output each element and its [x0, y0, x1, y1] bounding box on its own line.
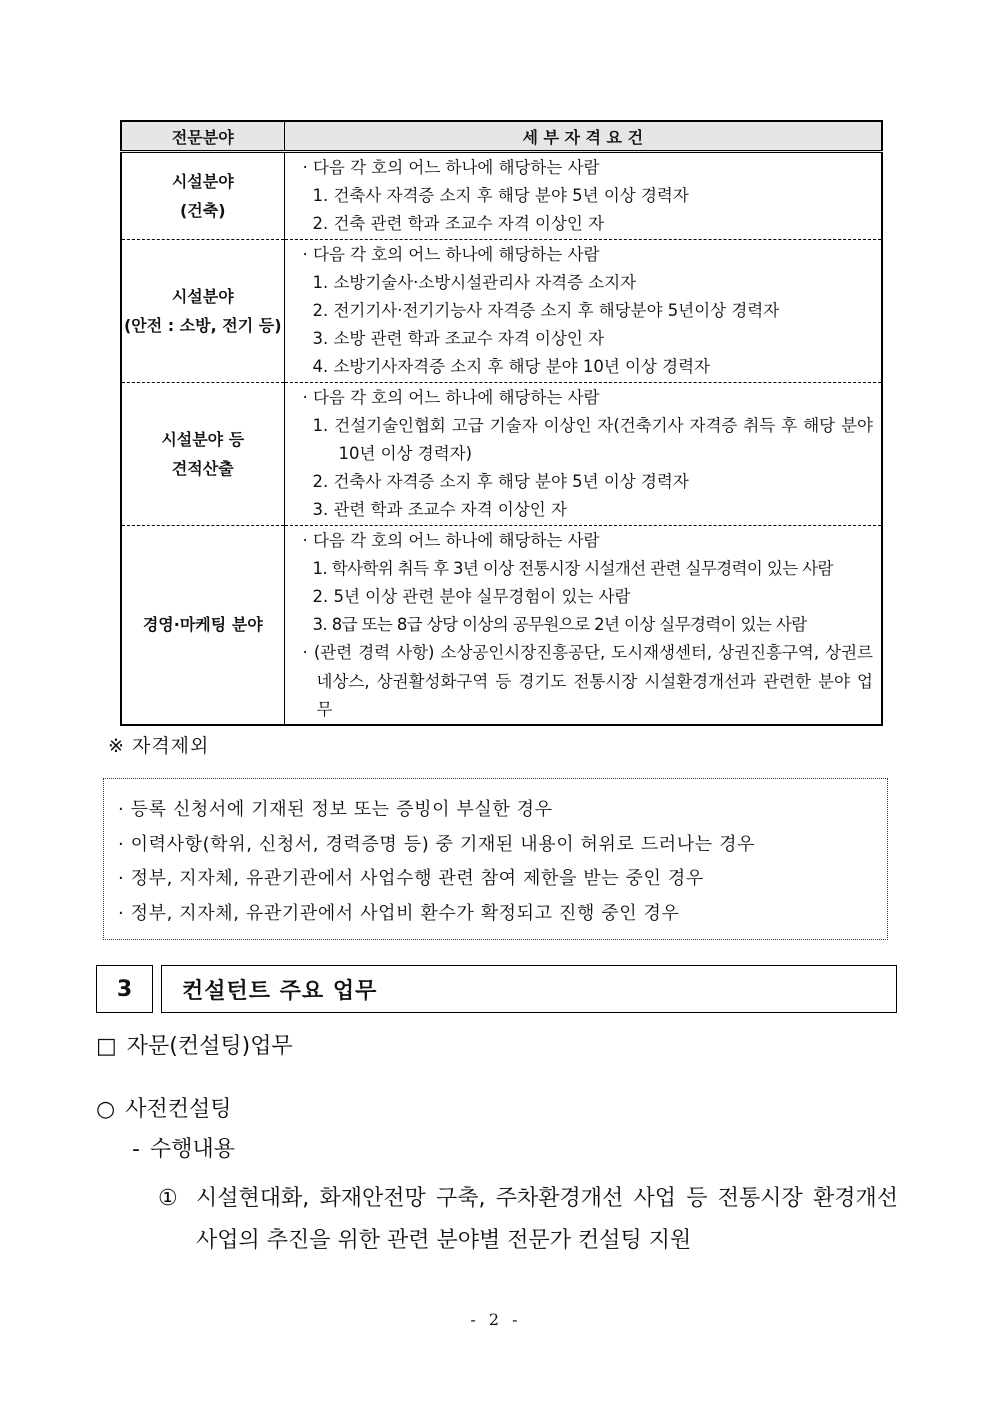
exclusion-item: · 이력사항(학위, 신청서, 경력증명 등) 중 기재된 내용이 허위로 드러나는 경우 [118, 833, 756, 855]
header-requirements: 세 부 자 격 요 건 [284, 121, 882, 152]
field-cell [121, 525, 284, 725]
requirement-line: 1. 건설기술인협회 고급 기술자 이상인 자(건축기사 자격증 취득 후 해당 분야 10년 이상 경력자) [312, 415, 873, 464]
pre-consulting-text: 사전컨설팅 [125, 1097, 232, 1122]
requirement-line: · 다음 각 호의 어느 하나에 해당하는 사람 [302, 244, 600, 264]
content-item-1 [158, 1178, 898, 1262]
field-cell [121, 239, 284, 382]
requirement-line: · 다음 각 호의 어느 하나에 해당하는 사람 [302, 158, 600, 177]
advisory-text: 자문(컨설팅)업무 [126, 1034, 293, 1059]
field-cell [121, 152, 284, 240]
content-item-1-text: 시설현대화, 화재안전망 구축, 주차환경개선 사업 등 전통시장 환경개선 사업의 추진을 위한 관련 분야별 전문가 컨설팅 지원 [196, 1186, 898, 1253]
header-field: 전문분야 [121, 121, 284, 152]
field-line: (안전 : 소방, 전기 등) [123, 315, 282, 335]
requirement-line: 3. 관련 학과 조교수 자격 이상인 자 [312, 500, 567, 520]
requirement-line: 1. 학사학위 취득 후 3년 이상 전통시장 시설개선 관련 실무경력이 있는 사람 [312, 558, 833, 578]
field-line: 시설분야 등 [161, 429, 245, 449]
exclusion-item: · 등록 신청서에 기재된 정보 또는 증빙이 부실한 경우 [118, 799, 553, 820]
field-line: 경영·마케팅 분야 [142, 615, 263, 635]
requirement-line: 1. 건축사 자격증 소지 후 해당 분야 5년 이상 경력자 [312, 186, 689, 206]
exclusion-item: · 정부, 지자체, 유관기관에서 사업수행 관련 참여 제한을 받는 중인 경우 [118, 868, 704, 889]
table-row [121, 239, 882, 382]
requirement-line: · 다음 각 호의 어느 하나에 해당하는 사람 [302, 387, 600, 407]
advisory-heading [96, 1031, 293, 1063]
exclusion-box [103, 778, 888, 940]
pre-consulting-heading [96, 1094, 231, 1126]
requirements-cell [284, 525, 882, 725]
exclusion-item: · 정부, 지자체, 유관기관에서 사업비 환수가 확정되고 진행 중인 경우 [118, 902, 680, 924]
requirement-line: 2. 전기기사·전기기능사 자격증 소지 후 해당분야 5년이상 경력자 [312, 301, 780, 321]
table-row [121, 382, 882, 525]
requirement-line: · 다음 각 호의 어느 하나에 해당하는 사람 [302, 530, 600, 550]
field-line: 견적산출 [171, 458, 234, 478]
requirement-line: 3. 소방 관련 학과 조교수 자격 이상인 자 [312, 329, 605, 349]
table-header-row [121, 121, 882, 152]
requirement-line: 3. 8급 또는 8급 상당 이상의 공무원으로 2년 이상 실무경력이 있는 사람 [312, 615, 807, 635]
section-title: 컨설턴트 주요 업무 [161, 965, 897, 1013]
field-line: 시설분야 [171, 171, 234, 191]
requirement-line: 2. 건축사 자격증 소지 후 해당 분야 5년 이상 경력자 [312, 472, 689, 492]
requirements-cell [284, 152, 882, 240]
scope-heading [132, 1134, 235, 1166]
requirement-line: 2. 5년 이상 관련 분야 실무경험이 있는 사람 [312, 587, 631, 607]
page-number: - 2 - [470, 1310, 522, 1329]
field-cell [121, 382, 284, 525]
field-line: 시설분야 [171, 286, 234, 306]
qualification-table [120, 120, 883, 726]
circle-bullet-icon: ○ [96, 1097, 116, 1122]
section-number: 3 [96, 965, 153, 1013]
exclusion-title: ※ 자격제외 [108, 735, 210, 757]
circled-one-icon: ① [158, 1186, 178, 1211]
table-row [121, 152, 882, 240]
requirement-line: 1. 소방기술사·소방시설관리사 자격증 소지자 [312, 272, 637, 292]
requirements-cell [284, 239, 882, 382]
requirement-line: 4. 소방기사자격증 소지 후 해당 분야 10년 이상 경력자 [312, 357, 710, 377]
requirement-line: · (관련 경력 사항) 소상공인시장진흥공단, 도시재생센터, 상권진흥구역, 상권르네상스, 상권활성화구역 등 경기도 전통시장 시설환경개선과 관련한 분야 업무 [302, 643, 873, 719]
dash-bullet-icon: - [132, 1137, 140, 1162]
requirement-line: 2. 건축 관련 학과 조교수 자격 이상인 자 [312, 214, 605, 234]
field-line: (건축) [179, 200, 226, 220]
table-row [121, 525, 882, 725]
requirements-cell [284, 382, 882, 525]
square-bullet-icon: □ [96, 1034, 117, 1059]
scope-text: 수행내용 [149, 1137, 235, 1162]
